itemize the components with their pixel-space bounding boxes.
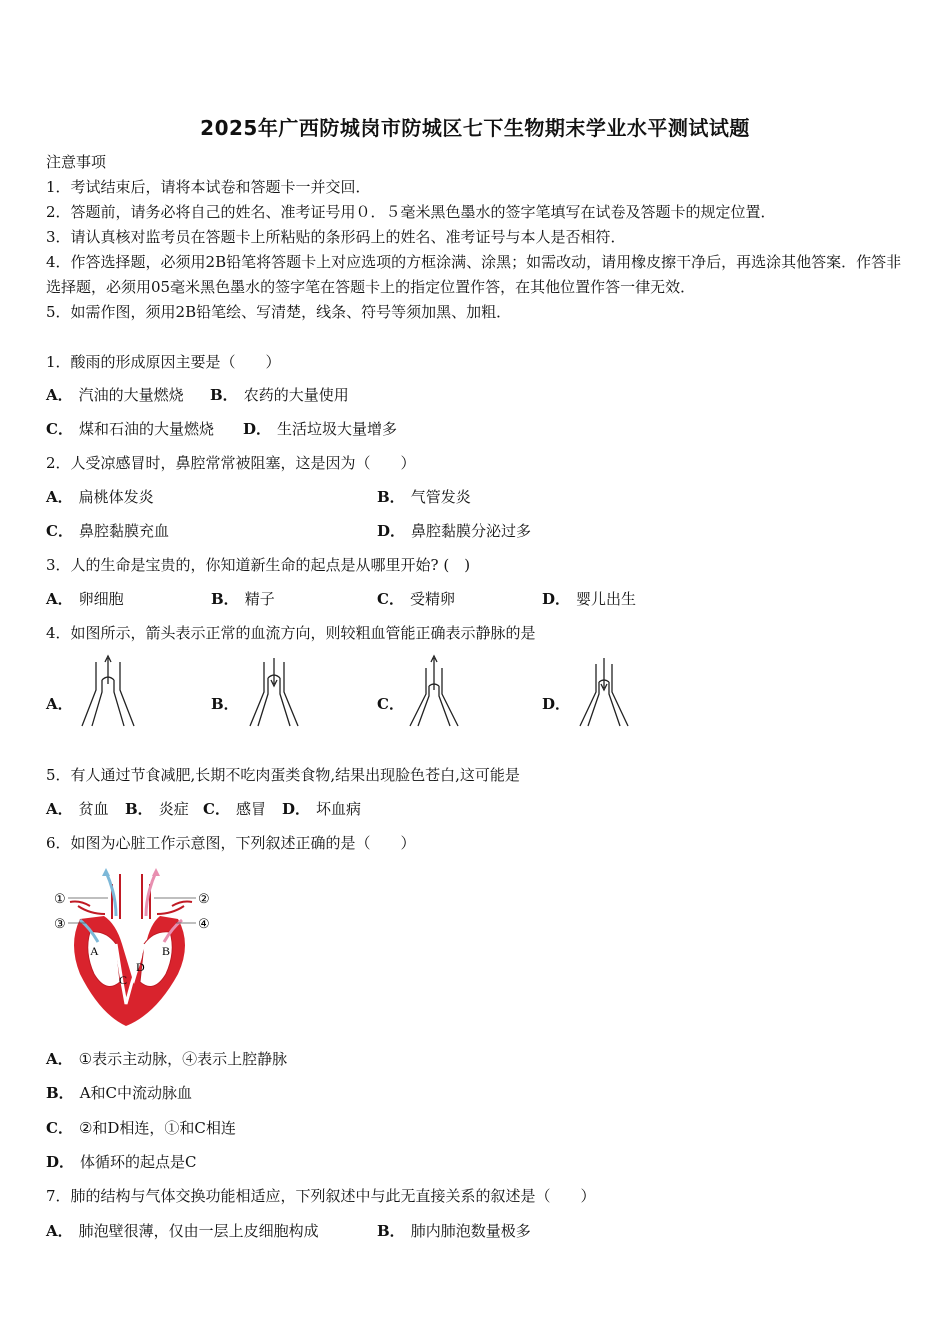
- option: C． 受精卵: [377, 590, 455, 608]
- option: D．: [542, 695, 571, 713]
- heart-diagram: [50, 864, 218, 1032]
- vessel-figure-d: [574, 650, 634, 730]
- option: A． ①表示主动脉，④表示上腔静脉: [46, 1050, 288, 1068]
- label-B: B: [162, 944, 171, 958]
- notice-item: 5．如需作图，须用2B铅笔绘、写清楚，线条、符号等须加黑、加粗．: [46, 303, 512, 321]
- label-2: ②: [198, 891, 210, 906]
- label-1: ①: [54, 891, 66, 906]
- option: B． A和C中流动脉血: [46, 1084, 192, 1102]
- option: C． 煤和石油的大量燃烧: [46, 420, 214, 438]
- label-3: ③: [54, 916, 66, 931]
- notice-item: 3．请认真核对监考员在答题卡上所粘贴的条形码上的姓名、准考证号与本人是否相符．: [46, 228, 626, 246]
- vessel-figure-c: [404, 650, 464, 730]
- option: D． 生活垃圾大量增多: [243, 420, 398, 438]
- question-stem: 2．人受凉感冒时，鼻腔常常被阻塞，这是因为（ ）: [46, 454, 416, 472]
- option: A． 汽油的大量燃烧: [46, 386, 184, 404]
- option: B． 炎症: [125, 800, 189, 818]
- notice-item: 1．考试结束后，请将本试卷和答题卡一并交回．: [46, 178, 371, 196]
- notice-item: 4．作答选择题，必须用2B铅笔将答题卡上对应选项的方框涂满、涂黑；如需改动，请用橡皮擦干净后，再选涂其他答案．作答非选择题，必须用05毫米黑色墨水的签字笔在答题卡上的指定位置作答，在其他位置作答一律无效．: [46, 253, 902, 296]
- vessel-figure-a: [78, 650, 138, 730]
- label-D: D: [136, 960, 145, 974]
- question-stem: 5．有人通过节食减肥,长期不吃肉蛋类食物,结果出现脸色苍白,这可能是: [46, 766, 520, 784]
- option: B． 精子: [211, 590, 275, 608]
- label-C: C: [119, 973, 128, 987]
- option: A． 卵细胞: [46, 590, 124, 608]
- question-stem: 1．酸雨的形成原因主要是（ ）: [46, 353, 281, 371]
- question-stem: 7．肺的结构与气体交换功能相适应，下列叙述中与此无直接关系的叙述是（ ）: [46, 1187, 596, 1205]
- notice-heading: 注意事项: [46, 153, 107, 171]
- option: D． 体循环的起点是C: [46, 1153, 197, 1171]
- option: B． 农药的大量使用: [210, 386, 349, 404]
- option: D． 婴儿出生: [542, 590, 637, 608]
- option: B．: [211, 695, 239, 713]
- vessel-figure-b: [244, 650, 304, 730]
- option: C． 感冒: [203, 800, 266, 818]
- option: A． 扁桃体发炎: [46, 488, 154, 506]
- question-stem: 6．如图为心脏工作示意图，下列叙述正确的是（ ）: [46, 834, 416, 852]
- option: A．: [46, 695, 73, 713]
- question-stem: 3．人的生命是宝贵的，你知道新生命的起点是从哪里开始? ( ): [46, 556, 471, 574]
- option: A． 贫血: [46, 800, 109, 818]
- question-stem: 4．如图所示，箭头表示正常的血流方向，则较粗血管能正确表示静脉的是: [46, 624, 536, 642]
- option: C． 鼻腔黏膜充血: [46, 522, 169, 540]
- label-A: A: [90, 944, 99, 958]
- option: D． 坏血病: [282, 800, 362, 818]
- option: C．: [377, 695, 404, 713]
- page-title: 2025年广西防城岗市防城区七下生物期末学业水平测试试题: [200, 116, 750, 140]
- option: C． ②和D相连，①和C相连: [46, 1119, 236, 1137]
- option: A． 肺泡壁很薄，仅由一层上皮细胞构成: [46, 1222, 319, 1240]
- notice-item: 2．答题前，请务必将自己的姓名、准考证号用０．５毫米黑色墨水的签字笔填写在试卷及答题卡的规定位置．: [46, 203, 776, 221]
- option: D． 鼻腔黏膜分泌过多: [377, 522, 532, 540]
- label-4: ④: [198, 916, 210, 931]
- option: B． 肺内肺泡数量极多: [377, 1222, 531, 1240]
- option: B． 气管发炎: [377, 488, 471, 506]
